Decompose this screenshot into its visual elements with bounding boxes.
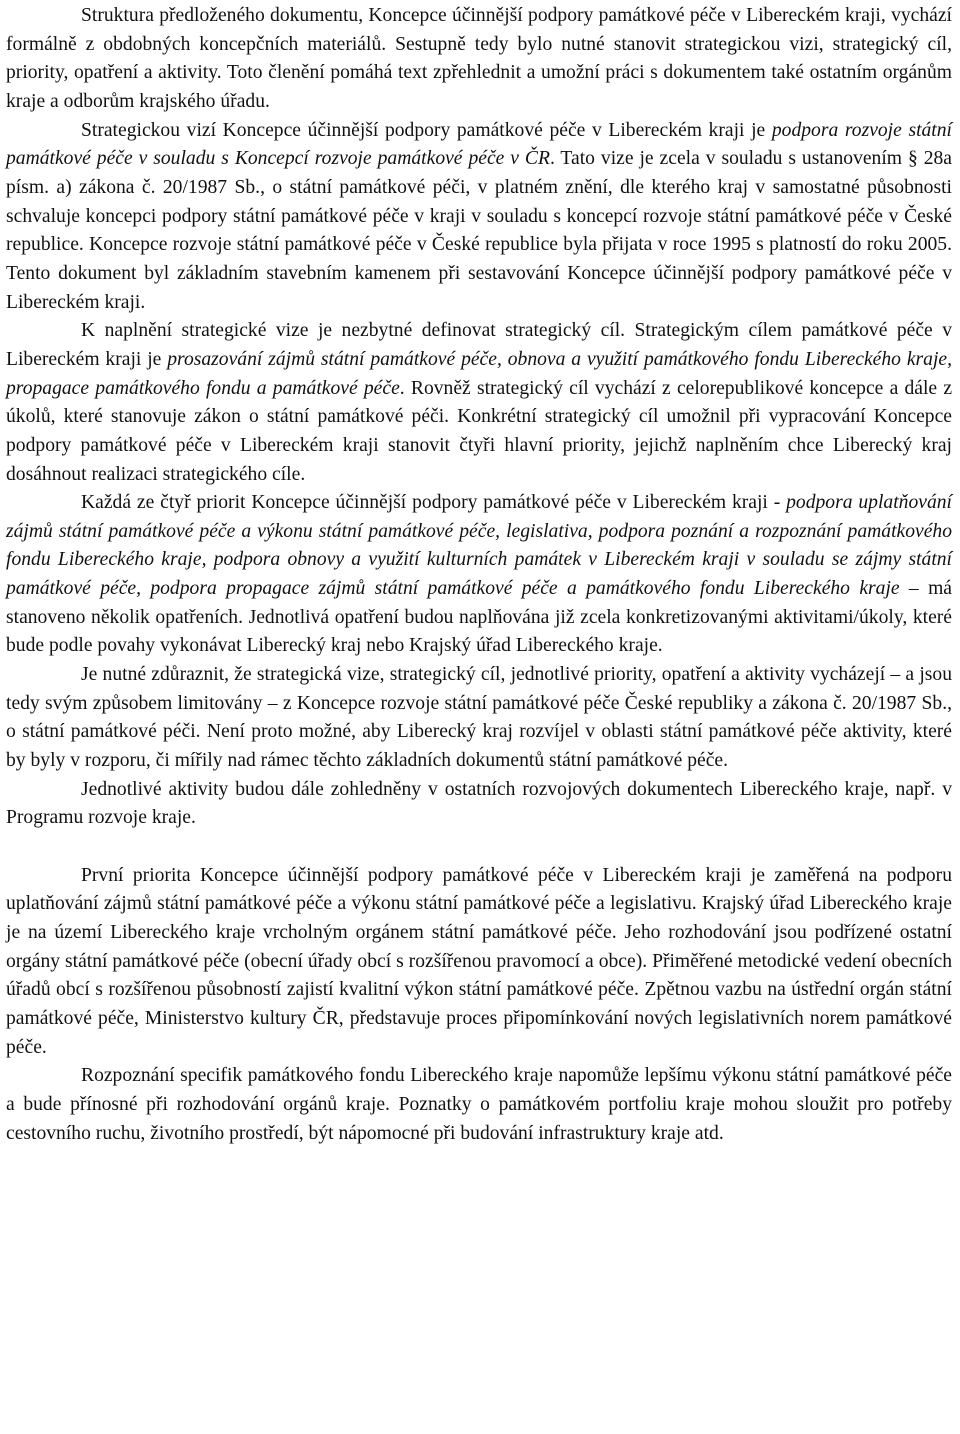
text-run: Je nutné zdůraznit, že strategická vize, strategický cíl, jednotlivé priority, opatření a aktivity vycházejí – a jsou tedy svým způsobem limitovány – z Koncepce rozvoje státní památkové péče České republiky a zákona č. 20/1987 Sb., o státní památkové péči. Není proto možné, aby Liberecký kraj rozvíjel v oblasti státní památkové péče aktivity, které by byly v rozporu, či mířily nad rámec těchto základních dokumentů státní památkové péče. xyxy=(6,664,952,772)
text-run: Struktura předloženého dokumentu, Koncepce účinnější podpory památkové péče v Libereckém kraji, vychází formálně z obdobných koncepčních materiálů. Sestupně tedy bylo nutné stanovit strategickou vizi, strategický cíl, priority, opatření a aktivity. Toto členění pomáhá text zpřehlednit a umožní práci s dokumentem také ostatním orgánům kraje a odborům krajského úřadu. xyxy=(6,5,952,112)
text-run: První priorita Koncepce účinnější podpory památkové péče v Libereckém kraji je zaměřená na podporu uplatňování zájmů státní památkové péče a výkonu státní památkové péče a legislativu. Krajský úřad Libereckého kraje je na území Libereckého kraje vrcholným orgánem státní památkové péče. Jeho rozhodování jsou podřízené ostatní orgány státní památkové péče (obecní úřady obcí s rozšířenou pravomocí a obce). Přiměřené metodické vedení obecních úřadů obcí s rozšířenou působností zajistí kvalitní výkon státní památkové péče. Zpětnou vazbu na ústřední orgán státní památkové péče, Ministerstvo kultury ČR, představuje proces připomínkování nových legislativních norem památkové péče. xyxy=(6,864,952,1058)
paragraph xyxy=(6,2,952,117)
text-run: Každá ze čtyř priorit Koncepce účinnější podpory památkové péče v Libereckém kraji - xyxy=(81,492,787,514)
text-run: Rozpoznání specifik památkového fondu Libereckého kraje napomůže lepšímu výkonu státní památkové péče a bude přínosné při rozhodování orgánů kraje. Poznatky o památkovém portfoliu kraje mohou sloužit pro potřeby cestovního ruchu, životního prostředí, být nápomocné při budování infrastruktury kraje atd. xyxy=(6,1065,952,1144)
paragraph xyxy=(6,862,952,1063)
paragraph xyxy=(6,317,952,489)
paragraph xyxy=(6,117,952,318)
paragraph xyxy=(6,776,952,833)
paragraph xyxy=(6,489,952,661)
text-run: Strategickou vizí Koncepce účinnější podpory památkové péče v Libereckém kraji je xyxy=(81,119,772,141)
text-run: . Rovněž strategický cíl vychází z celorepublikové koncepce a dále z úkolů, které stanovuje zákon o státní památkové péči. Konkrétní strategický cíl umožnil při vypracování Koncepce podpory památkové péče v Libereckém kraji stanovit čtyři hlavní priority, jejichž naplněním chce Liberecký kraj dosáhnout realizaci strategického cíle. xyxy=(6,377,953,485)
paragraph xyxy=(6,1062,952,1148)
paragraph xyxy=(6,661,952,776)
text-run: K naplnění strategické vize je nezbytné definovat strategický cíl. Strategickým cílem památkové péče v Libereckém kraji je xyxy=(6,320,952,370)
italic-text-run: podpora uplatňování zájmů státní památkové péče a výkonu státní památkové péče, legislativa, podpora poznání a rozpoznání památkového fondu Libereckého kraje, podpora obnovy a využití kulturních památek v Libereckém kraji v souladu se zájmy státní památkové péče, podpora propagace zájmů státní památkové péče a památkového fondu Libereckého kraje xyxy=(6,492,952,600)
italic-text-run: prosazování zájmů státní památkové péče, obnova a využití památkového fondu Libereckého kraje, propagace památkového fondu a památkové péče xyxy=(6,348,952,399)
italic-text-run: podpora rozvoje státní památkové péče v souladu s Koncepcí rozvoje památkové péče v ČR xyxy=(6,119,952,170)
paragraph-spacer xyxy=(6,833,952,862)
text-run: . Tato vize je zcela v souladu s ustanovením § 28a písm. a) zákona č. 20/1987 Sb., o státní památkové péči, v platném znění, dle kterého kraj v samostatné působnosti schvaluje koncepci podpory státní památkové péče v kraji v souladu s koncepcí rozvoje státní památkové péče v České republice. Koncepce rozvoje státní památkové péče v České republice byla přijata v roce 1995 s platností do roku 2005. Tento dokument byl základním stavebním kamenem při sestavování Koncepce účinnější podpory památkové péče v Libereckém kraji. xyxy=(6,148,953,313)
text-run: Jednotlivé aktivity budou dále zohledněny v ostatních rozvojových dokumentech Libereckého kraje, např. v Programu rozvoje kraje. xyxy=(6,778,952,829)
text-run: – má stanoveno několik opatřeních. Jednotlivá opatření budou naplňována již zcela konkretizovanými aktivitami/úkoly, které bude podle povahy vykonávat Liberecký kraj nebo Krajský úřad Libereckého kraje. xyxy=(6,578,953,657)
